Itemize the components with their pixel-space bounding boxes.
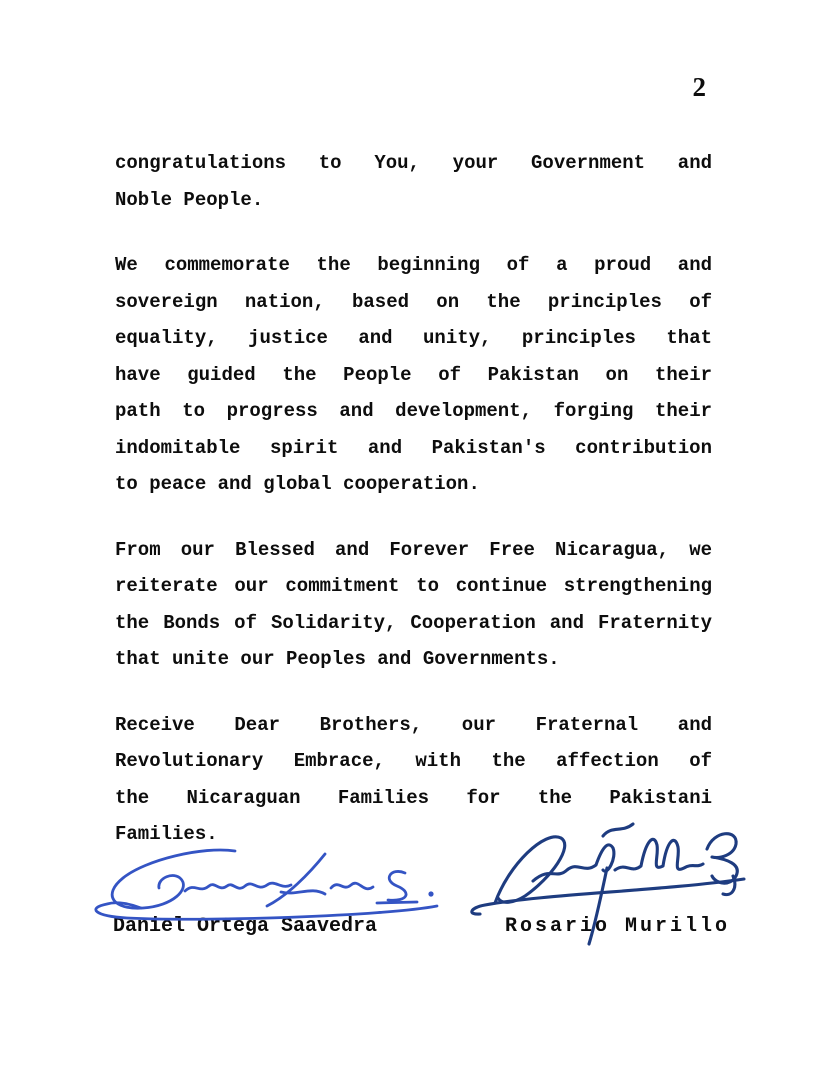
text-line: path to progress and development, forging their	[115, 400, 712, 422]
text-line: congratulations to You, your Government and	[115, 152, 712, 174]
text-line: equality, justice and unity, principles that	[115, 327, 712, 349]
text-line: Families.	[115, 823, 218, 845]
signer-name-daniel-ortega: Daniel Ortega Saavedra	[113, 915, 378, 938]
signer-name-rosario-murillo: Rosario Murillo	[505, 915, 731, 938]
paragraph-2	[115, 247, 712, 503]
page-number: 2	[692, 72, 706, 102]
text-line: We commemorate the beginning of a proud and	[115, 254, 712, 276]
letter-body	[115, 70, 712, 882]
text-line: have guided the People of Pakistan on their	[115, 363, 712, 386]
text-line: Noble People.	[115, 188, 264, 211]
paragraph-1	[115, 145, 712, 218]
text-line: sovereign nation, based on the principles of	[115, 290, 712, 313]
text-line: Revolutionary Embrace, with the affection of	[115, 750, 712, 772]
text-line: reiterate our commitment to continue strengthening	[115, 575, 712, 597]
text-line: that unite our Peoples and Governments.	[115, 648, 560, 670]
text-line: From our Blessed and Forever Free Nicaragua, we	[115, 538, 712, 561]
paragraph-4	[115, 707, 712, 853]
text-line: the Bonds of Solidarity, Cooperation and Fraternity	[115, 611, 712, 634]
text-line: Receive Dear Brothers, our Fraternal and	[115, 713, 712, 736]
text-line: indomitable spirit and Pakistan's contribution	[115, 436, 712, 459]
text-line: to peace and global cooperation.	[115, 473, 480, 495]
text-line: the Nicaraguan Families for the Pakistani	[115, 786, 712, 809]
paragraph-3	[115, 532, 712, 678]
